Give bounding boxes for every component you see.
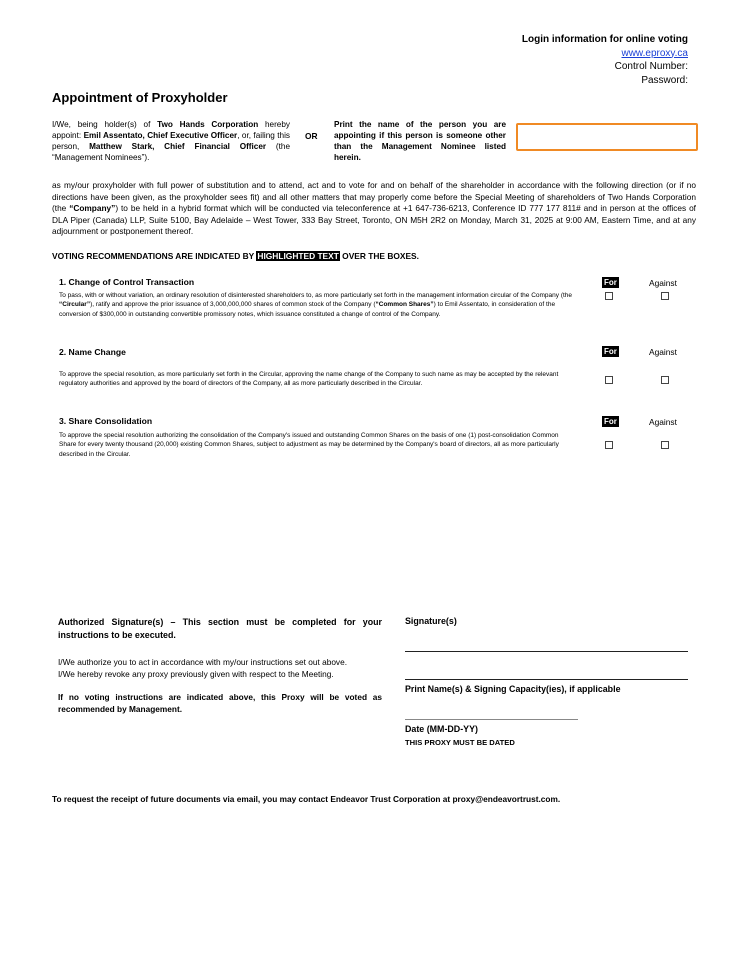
login-title: Login information for online voting [521, 34, 688, 45]
signature-line-2[interactable] [405, 679, 688, 680]
email-documents-note: To request the receipt of future documents via email, you may contact Endeavor Trust Corporation at proxy@endeavortrust.com. [52, 794, 561, 804]
print-name-instruction: Print the name of the person you are appointing if this person is someone other than the Management Nominee listed herein. [334, 120, 506, 162]
signature-line-1[interactable] [405, 651, 688, 652]
nominee-1: Emil Assentato, Chief Executive Officer [83, 131, 238, 140]
resolution-2-title: 2. Name Change [59, 347, 126, 357]
or-label: OR [305, 131, 318, 141]
no-instructions-note: If no voting instructions are indicated above, this Proxy will be voted as recommended by Management. [58, 692, 382, 714]
resolution-1-for-header: For [604, 278, 617, 287]
resolution-1-for-checkbox[interactable] [605, 292, 613, 300]
resolution-3-against-header: Against [649, 417, 677, 427]
date-label: Date (MM-DD-YY) [405, 724, 478, 734]
resolution-2-for-checkbox[interactable] [605, 376, 613, 384]
voting-recommendations-note: VOTING RECOMMENDATIONS ARE INDICATED BY HIGHLIGHTED TEXT OVER THE BOXES. [52, 251, 419, 261]
control-number-label: Control Number: [614, 61, 688, 72]
resolution-2-against-checkbox[interactable] [661, 376, 669, 384]
date-line[interactable] [405, 719, 578, 720]
resolution-3-for-header: For [604, 417, 617, 426]
resolution-1-against-header: Against [649, 278, 677, 288]
company-name: Two Hands Corporation [157, 120, 259, 129]
highlighted-text-sample: HIGHLIGHTED TEXT [257, 251, 339, 261]
resolution-1-title: 1. Change of Control Transaction [59, 277, 195, 287]
resolution-2-for-header: For [604, 347, 617, 356]
resolution-3-against-checkbox[interactable] [661, 441, 669, 449]
proxy-terms-paragraph: as my/our proxyholder with full power of substitution and to attend, act and to vote for and on behalf of the shareholder in accordance with the following direction (or if no directions have been given, as the proxyholder sees fit) and all other matters that may properly come before the Special Meeting of shareholders of Two Hands Corporation (the “Company”) to be held in a hybrid format which will be conducted via teleconference at +1 647-736-6213, Conference ID 777 177 811# and in person at the offices of DLA Piper (Canada) LLP, Suite 5100, Bay Adelaide – West Tower, 333 Bay Street, Toronto, ON M5H 2R2 on Monday, March 31, 2025 at 9:00 AM, Eastern Time, and at any adjournment or postponement thereof. [52, 180, 696, 237]
nominee-2: Matthew Stark, Chief Financial Officer [89, 142, 267, 151]
resolution-2-against-header: Against [649, 347, 677, 357]
resolution-3-title: 3. Share Consolidation [59, 416, 153, 426]
appointment-text: I/We, being holder(s) of Two Hands Corporation hereby appoint: Emil Assentato, Chief Executive Officer, or, failing this person, Matthew Stark, Chief Financial Officer (the “Management Nominees”). [52, 120, 291, 162]
resolution-1-text: To pass, with or without variation, an ordinary resolution of disinterested shareholders to, as more particularly set forth in the management information circular of the Company (the “Circular”), ratify and approve the prior issuance of 3,000,000,000 shares of common stock of the Company (“Common Shares”) to Emil Assentato, in consideration of the conversion of $300,000 in outstanding convertible promissory notes, which issuance constituted a change of control of the Company. [59, 292, 573, 318]
eproxy-link[interactable]: www.eproxy.ca [621, 47, 688, 59]
resolution-1-against-checkbox[interactable] [661, 292, 669, 300]
must-be-dated-note: THIS PROXY MUST BE DATED [405, 738, 515, 747]
login-info [522, 33, 688, 87]
authorization-text: I/We authorize you to act in accordance with my/our instructions set out above. I/We hereby revoke any proxy previously given with respect to the Meeting. [58, 657, 348, 679]
proxyholder-name-field[interactable] [516, 123, 698, 151]
resolution-3-text: To approve the special resolution authorizing the consolidation of the Company's issued and outstanding Common Shares on the basis of one (1) post-consolidation Common Share for every twenty thousand (20,000) existing Common Shares, subject to adjustment as may be determined by the Company's board of directors, all as more particularly described in the Circular. [59, 432, 559, 458]
print-name-label: Print Name(s) & Signing Capacity(ies), if applicable [405, 684, 621, 694]
signature-label: Signature(s) [405, 616, 457, 626]
page-title: Appointment of Proxyholder [52, 90, 228, 105]
authorized-signature-heading: Authorized Signature(s) – This section must be completed for your instructions to be executed. [58, 617, 382, 640]
resolution-2-text: To approve the special resolution, as more particularly set forth in the Circular, approving the name change of the Company to such name as may be accepted by the relevant regulatory authorities and approved by the board of directors of the Company, all as more particularly described in the Circular. [59, 371, 559, 388]
resolution-3-for-checkbox[interactable] [605, 441, 613, 449]
password-label: Password: [641, 74, 688, 86]
